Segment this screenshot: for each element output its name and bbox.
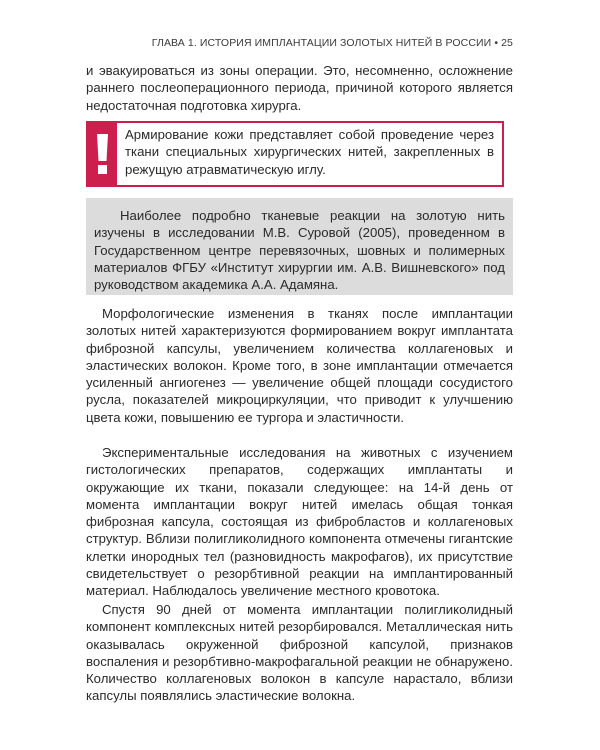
research-note-text: Наиболее подробно тканевые реакции на золотую нить изучены в исследовании М.В. Суровой (2005), проведенном в Государственном центре перевязочных, шовных и полимерных материалов ФГБУ «Институт хирургии им. А.В. Вишневского» под руководством академика А.А. Адамяна. (94, 208, 505, 293)
running-header: ГЛАВА 1. ИСТОРИЯ ИМПЛАНТАЦИИ ЗОЛОТЫХ НИТЕЙ В РОССИИ • 25 (151, 37, 513, 49)
callout-accent-bar (88, 123, 117, 185)
paragraph-90-days: Спустя 90 дней от момента имплантации полигликолидный компонент комплексных нитей резорбировался. Металлическая нить оказывалась окруженной фиброзной капсулой, признаков воспаления и резорбтивно-макрофагальной реакции не обнаружено. Количество коллагеновых волокон в капсуле нарастало, вблизи капсулы появлялись эластические волокна. (86, 602, 513, 704)
research-note-box (86, 198, 513, 295)
paragraph-experiments: Экспериментальные исследования на животных с изучением гистологических препаратов, содержащих имплантаты и окружающие их ткани, показали следующее: на 14-й день от момента имплантации вокруг нитей имелась общая тонкая фиброзная капсула, состоящая из фибробластов и коллагеновых структур. Вблизи полигликолидного компонента отмечены гигантские клетки инородных тел (разновидность макрофагов), их присутствие свидетельствует о резорбтивной реакции на имплантированный материал. Наблюдалось увеличение местного кровотока. (86, 445, 513, 599)
paragraph-morphology: Морфологические изменения в тканях после имплантации золотых нитей характеризуются формированием вокруг имплантата фиброзной капсулы, увеличением количества коллагеновых и эластических волокон. Кроме того, в зоне имплантации отмечается усиленный ангиогенез — увеличение общей площади сосудистого русла, показателей микроциркуляции, что приводит к улучшению цвета кожи, повышению ее тургора и эластичности. (86, 306, 513, 425)
warning-callout (86, 121, 504, 187)
intro-paragraph: и эвакуироваться из зоны операции. Это, несомненно, осложнение раннего послеоперационного периода, причиной которого является недостаточная подготовка хирурга. (86, 63, 513, 113)
exclamation-icon (96, 134, 109, 174)
callout-text: Армирование кожи представляет собой проведение через ткани специальных хирургических нитей, закрепленных в режущую атравматическую иглу. (125, 127, 494, 177)
